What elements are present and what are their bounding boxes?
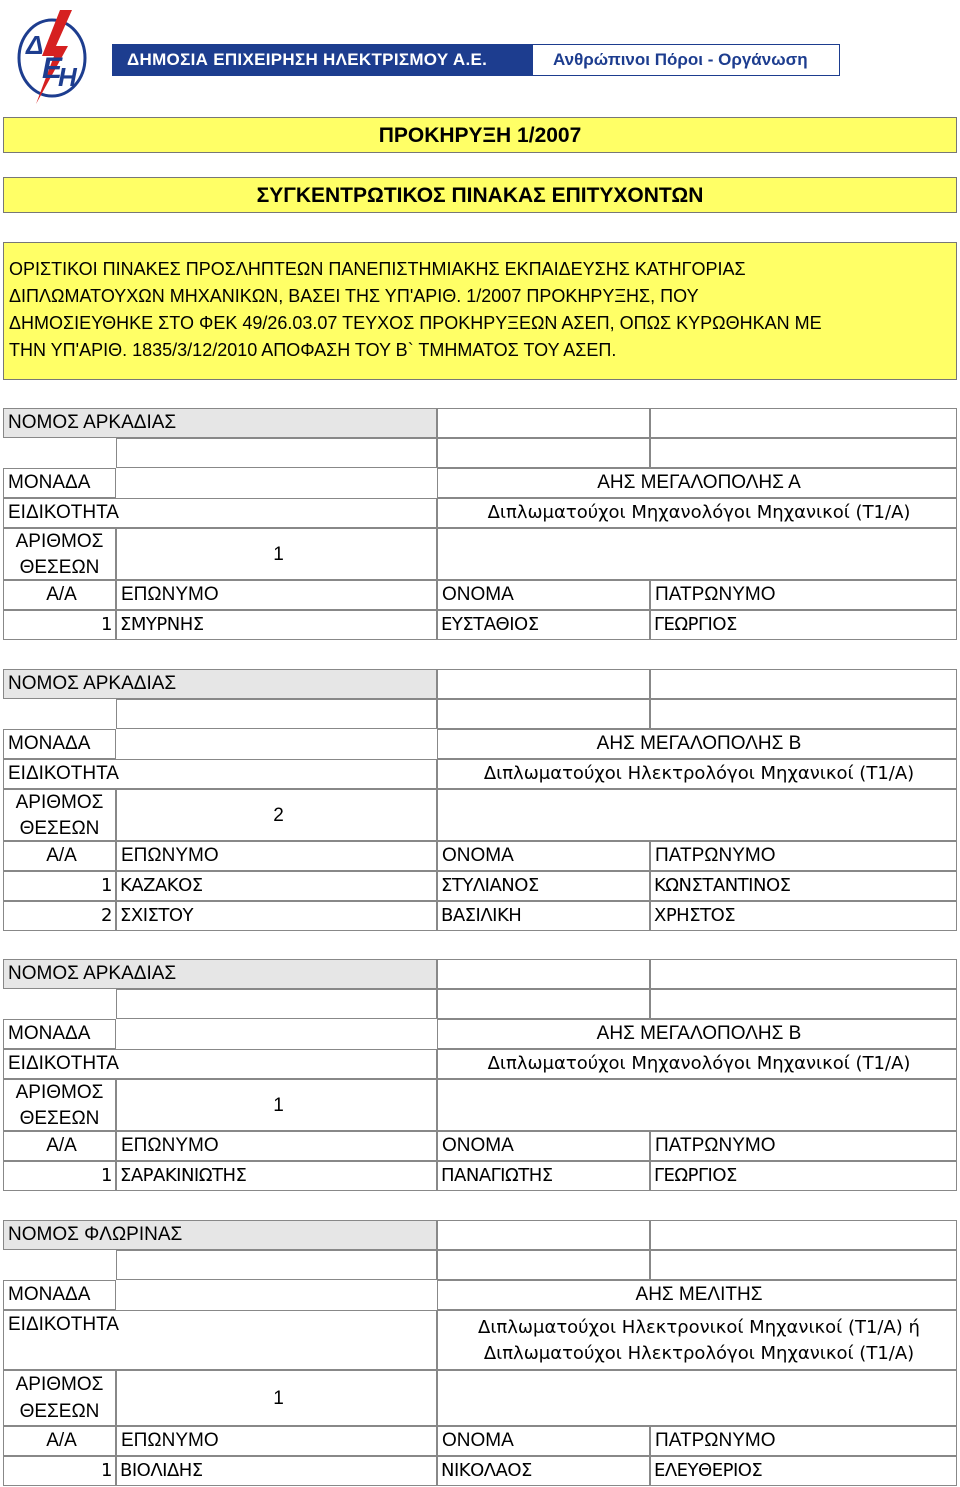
row-aa: 1 [3,871,116,901]
row-aa: 1 [3,610,116,640]
empty-cell [116,438,437,468]
col-name-header: ΟΝΟΜΑ [437,1426,650,1456]
unit-label: ΜΟΝΑΔΑ [3,1280,116,1310]
positions-label [3,528,116,580]
unit-value: ΑΗΣ ΜΕΛΙΤΗΣ [437,1280,957,1310]
specialty-line: Διπλωματούχοι Ηλεκτρονικοί Μηχανικοί (Τ1/Α) ή [478,1317,920,1338]
empty-cell [437,669,650,699]
col-surname-header: ΕΠΩΝΥΜΟ [116,841,437,871]
empty-cell [437,789,957,841]
col-name-header: ΟΝΟΜΑ [437,1131,650,1161]
page-subtitle: ΣΥΓΚΕΝΤΡΩΤΙΚΟΣ ΠΙΝΑΚΑΣ ΕΠΙΤΥΧΟΝΤΩΝ [3,177,957,213]
row-name: ΒΑΣΙΛΙΚΗ [437,901,650,931]
prefecture-label: ΝΟΜΟΣ ΑΡΚΑΔΙΑΣ [3,408,437,438]
description-line: ΔΗΜΟΣΙΕΥΘΗΚΕ ΣΤΟ ΦΕΚ 49/26.03.07 ΤΕΥΧΟΣ ΠΡΟΚΗΡΥΞΕΩΝ ΑΣΕΠ, ΟΠΩΣ ΚΥΡΩΘΗΚΑΝ ΜΕ [9,313,822,333]
row-father: ΧΡΗΣΤΟΣ [650,901,957,931]
prefecture-label: ΝΟΜΟΣ ΑΡΚΑΔΙΑΣ [3,669,437,699]
specialty-value [437,759,957,789]
company-name: ΔΗΜΟΣΙΑ ΕΠΙΧΕΙΡΗΣΗ ΗΛΕΚΤΡΙΣΜΟΥ Α.Ε. [113,45,533,75]
col-surname-header: ΕΠΩΝΥΜΟ [116,1131,437,1161]
description-line: ΤΗΝ ΥΠ'ΑΡΙΘ. 1835/3/12/2010 ΑΠΟΦΑΣΗ ΤΟΥ Β` ΤΜΗΜΑΤΟΣ ΤΟΥ ΑΣΕΠ. [9,340,617,360]
empty-cell [437,1079,957,1131]
row-father: ΓΕΩΡΓΙΟΣ [650,610,957,640]
company-banner [112,44,840,76]
empty-cell [437,438,650,468]
empty-cell [437,1250,650,1280]
empty-cell [650,989,957,1019]
positions-value: 2 [116,789,437,841]
empty-cell [437,959,650,989]
positions-label-1: ΑΡΙΘΜΟΣ [15,1082,104,1103]
empty-cell [650,438,957,468]
col-father-header: ΠΑΤΡΩΝΥΜΟ [650,1426,957,1456]
row-father: ΓΕΩΡΓΙΟΣ [650,1161,957,1191]
row-aa: 2 [3,901,116,931]
svg-text:Ε: Ε [42,52,63,85]
empty-cell [116,1250,437,1280]
empty-cell [650,1220,957,1250]
col-name-header: ΟΝΟΜΑ [437,841,650,871]
col-aa-header: Α/Α [3,1426,116,1456]
empty-cell [437,528,957,580]
row-surname: ΣΑΡΑΚΙΝΙΩΤΗΣ [116,1161,437,1191]
empty-cell [437,699,650,729]
specialty-label: ΕΙΔΙΚΟΤΗΤΑ [3,498,437,528]
col-aa-header: Α/Α [3,1131,116,1161]
empty-cell [437,408,650,438]
specialty-label: ΕΙΔΙΚΟΤΗΤΑ [3,1310,437,1370]
svg-text:Δ: Δ [26,30,44,60]
unit-value: ΑΗΣ ΜΕΓΑΛΟΠΟΛΗΣ Α [437,468,957,498]
empty-cell [650,699,957,729]
col-name-header: ΟΝΟΜΑ [437,580,650,610]
specialty-line: Διπλωματούχοι Ηλεκτρολόγοι Μηχανικοί (Τ1/Α) [483,763,915,784]
unit-label: ΜΟΝΑΔΑ [3,729,116,759]
row-aa: 1 [3,1456,116,1486]
row-name: ΕΥΣΤΑΘΙΟΣ [437,610,650,640]
specialty-value [437,498,957,528]
specialty-value [437,1310,957,1370]
row-surname: ΚΑΖΑΚΟΣ [116,871,437,901]
positions-label-2: ΘΕΣΕΩΝ [19,1108,100,1129]
col-surname-header: ΕΠΩΝΥΜΟ [116,580,437,610]
description [3,242,957,380]
description-line: ΟΡΙΣΤΙΚΟΙ ΠΙΝΑΚΕΣ ΠΡΟΣΛΗΠΤΕΩΝ ΠΑΝΕΠΙΣΤΗΜΙΑΚΗΣ ΕΚΠΑΙΔΕΥΣΗΣ ΚΑΤΗΓΟΡΙΑΣ [9,259,746,279]
department-name: Ανθρώπινοι Πόροι - Οργάνωση [553,50,808,69]
unit-label: ΜΟΝΑΔΑ [3,1019,116,1049]
positions-label-2: ΘΕΣΕΩΝ [19,1401,100,1422]
col-father-header: ΠΑΤΡΩΝΥΜΟ [650,580,957,610]
unit-value: ΑΗΣ ΜΕΓΑΛΟΠΟΛΗΣ Β [437,1019,957,1049]
row-name: ΠΑΝΑΓΙΩΤΗΣ [437,1161,650,1191]
col-aa-header: Α/Α [3,580,116,610]
empty-cell [650,408,957,438]
empty-cell [650,669,957,699]
positions-label-2: ΘΕΣΕΩΝ [19,557,100,578]
empty-cell [116,699,437,729]
header [0,0,960,112]
positions-label [3,1079,116,1131]
row-father: ΕΛΕΥΘΕΡΙΟΣ [650,1456,957,1486]
empty-cell [650,959,957,989]
specialty-line: Διπλωματούχοι Ηλεκτρολόγοι Μηχανικοί (Τ1/Α) [483,1343,915,1364]
row-surname: ΣΧΙΣΤΟΥ [116,901,437,931]
empty-cell [116,989,437,1019]
positions-label-2: ΘΕΣΕΩΝ [19,818,100,839]
prefecture-label: ΝΟΜΟΣ ΦΛΩΡΙΝΑΣ [3,1220,437,1250]
positions-value: 1 [116,528,437,580]
specialty-label: ΕΙΔΙΚΟΤΗΤΑ [3,1049,437,1079]
col-aa-header: Α/Α [3,841,116,871]
positions-value: 1 [116,1370,437,1426]
row-name: ΣΤΥΛΙΑΝΟΣ [437,871,650,901]
positions-label-1: ΑΡΙΘΜΟΣ [15,1374,104,1395]
empty-cell [437,1220,650,1250]
positions-label [3,1370,116,1426]
row-name: ΝΙΚΟΛΑΟΣ [437,1456,650,1486]
description-line: ΔΙΠΛΩΜΑΤΟΥΧΩΝ ΜΗΧΑΝΙΚΩΝ, ΒΑΣΕΙ ΤΗΣ ΥΠ'ΑΡΙΘ. 1/2007 ΠΡΟΚΗΡΥΞΗΣ, ΠΟΥ [9,286,699,306]
unit-value: ΑΗΣ ΜΕΓΑΛΟΠΟΛΗΣ Β [437,729,957,759]
row-aa: 1 [3,1161,116,1191]
page-title: ΠΡΟΚΗΡΥΞΗ 1/2007 [3,117,957,153]
svg-text:Η: Η [58,62,77,92]
col-surname-header: ΕΠΩΝΥΜΟ [116,1426,437,1456]
empty-cell [650,1250,957,1280]
empty-cell [437,989,650,1019]
positions-value: 1 [116,1079,437,1131]
col-father-header: ΠΑΤΡΩΝΥΜΟ [650,841,957,871]
empty-cell [437,1370,957,1426]
prefecture-label: ΝΟΜΟΣ ΑΡΚΑΔΙΑΣ [3,959,437,989]
positions-label [3,789,116,841]
specialty-line: Διπλωματούχοι Μηχανολόγοι Μηχανικοί (Τ1/Α) [487,502,911,523]
positions-label-1: ΑΡΙΘΜΟΣ [15,531,104,552]
specialty-label: ΕΙΔΙΚΟΤΗΤΑ [3,759,437,789]
row-surname: ΒΙΟΛΙΔΗΣ [116,1456,437,1486]
dei-logo-icon [12,6,92,106]
positions-label-1: ΑΡΙΘΜΟΣ [15,792,104,813]
unit-label: ΜΟΝΑΔΑ [3,468,116,498]
specialty-line: Διπλωματούχοι Μηχανολόγοι Μηχανικοί (Τ1/Α) [487,1053,911,1074]
row-father: ΚΩΝΣΤΑΝΤΙΝΟΣ [650,871,957,901]
col-father-header: ΠΑΤΡΩΝΥΜΟ [650,1131,957,1161]
row-surname: ΣΜΥΡΝΗΣ [116,610,437,640]
specialty-value [437,1049,957,1079]
